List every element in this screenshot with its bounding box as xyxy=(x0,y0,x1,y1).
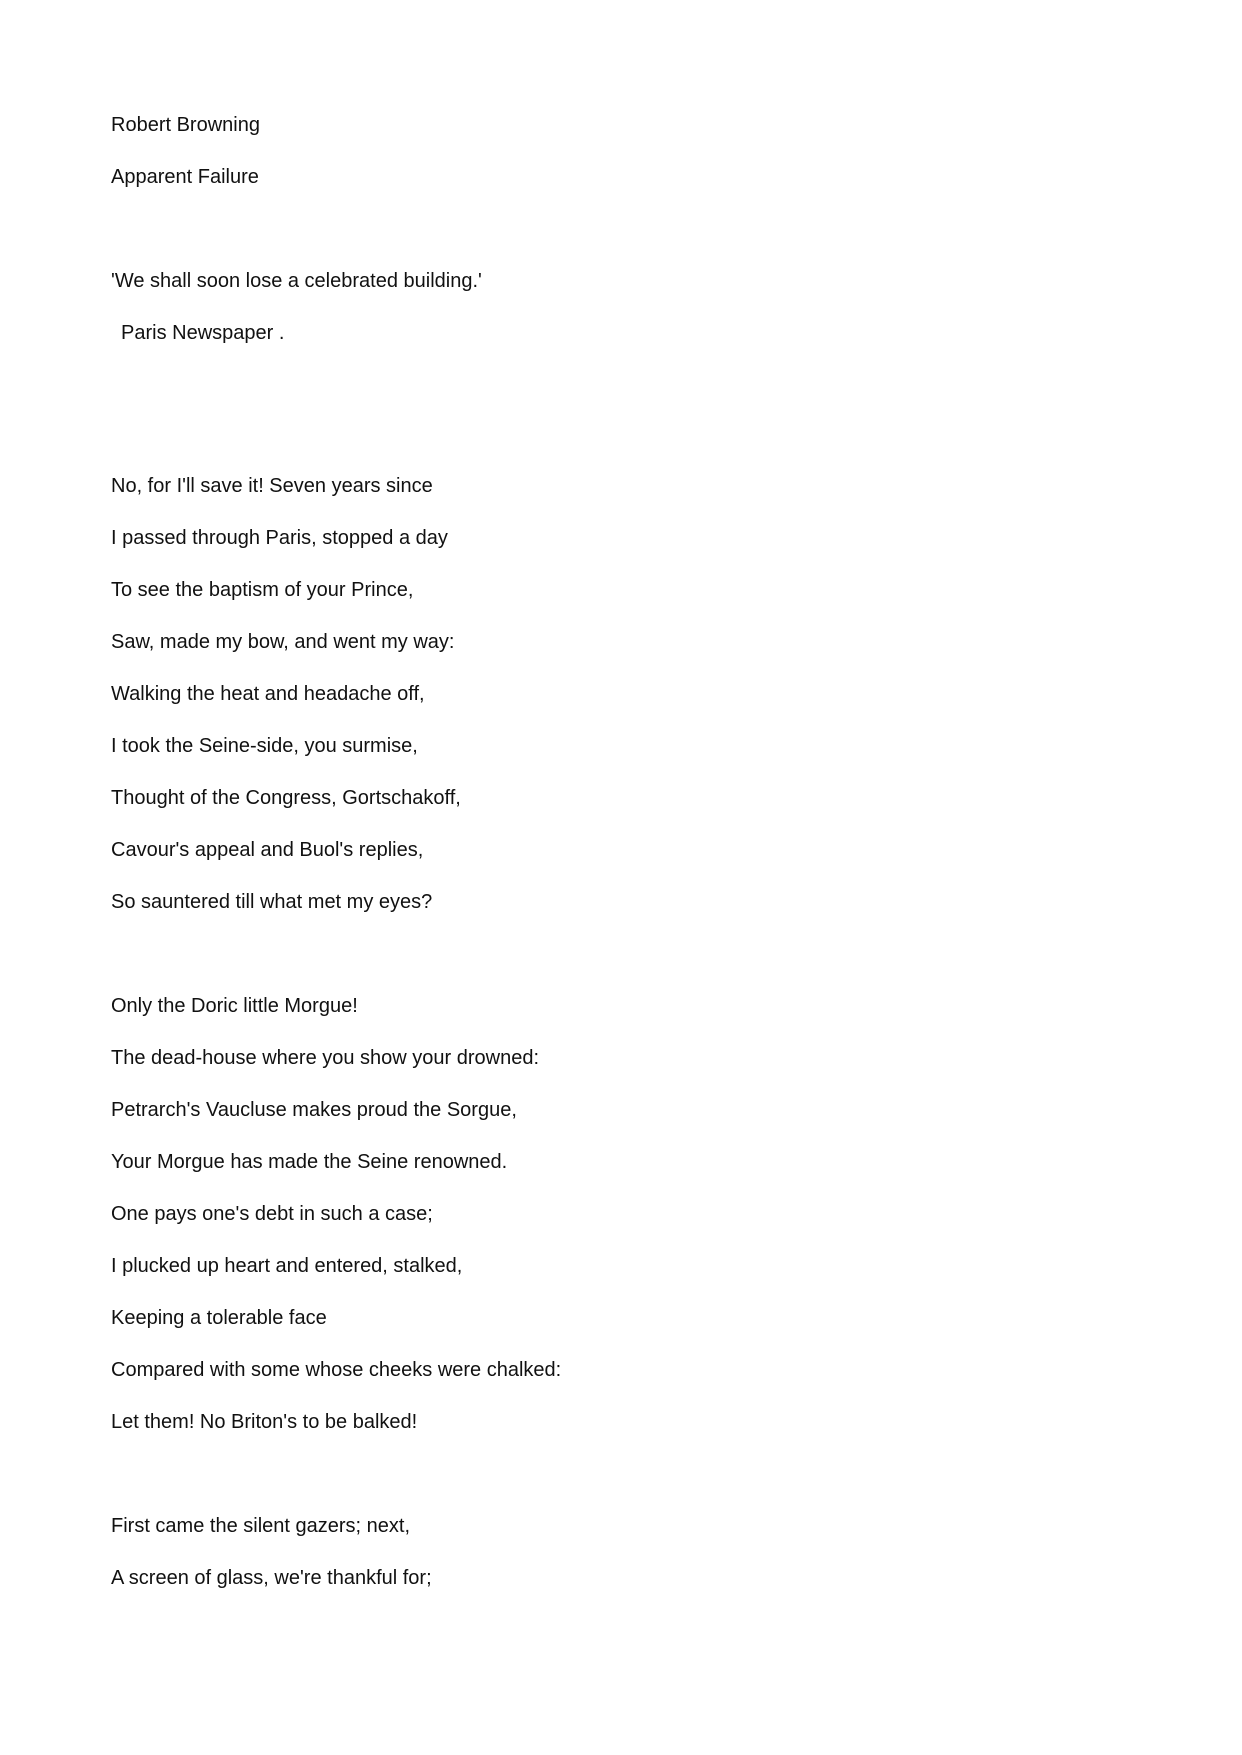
stanza-3-line-1: First came the silent gazers; next, xyxy=(111,1515,411,1537)
stanza-1-line-6: I took the Seine-side, you surmise, xyxy=(111,735,418,757)
stanza-2-line-8: Compared with some whose cheeks were chalked: xyxy=(111,1359,562,1381)
stanza-1-line-8: Cavour's appeal and Buol's replies, xyxy=(111,839,424,861)
stanza-2-line-1: Only the Doric little Morgue! xyxy=(111,995,358,1017)
stanza-2-line-4: Your Morgue has made the Seine renowned. xyxy=(111,1151,508,1173)
stanza-1-line-9: So sauntered till what met my eyes? xyxy=(111,891,433,913)
stanza-1-line-5: Walking the heat and headache off, xyxy=(111,683,425,705)
stanza-2-line-9: Let them! No Briton's to be balked! xyxy=(111,1411,418,1433)
stanza-1-line-2: I passed through Paris, stopped a day xyxy=(111,527,448,549)
author-name: Robert Browning xyxy=(111,114,260,136)
stanza-1-line-1: No, for I'll save it! Seven years since xyxy=(111,475,433,497)
stanza-2-line-3: Petrarch's Vaucluse makes proud the Sorgue, xyxy=(111,1099,517,1121)
stanza-1-line-4: Saw, made my bow, and went my way: xyxy=(111,631,455,653)
stanza-2-line-2: The dead-house where you show your drowned: xyxy=(111,1047,540,1069)
stanza-2-line-5: One pays one's debt in such a case; xyxy=(111,1203,433,1225)
stanza-2-line-6: I plucked up heart and entered, stalked, xyxy=(111,1255,463,1277)
stanza-1-line-3: To see the baptism of your Prince, xyxy=(111,579,414,601)
stanza-2-line-7: Keeping a tolerable face xyxy=(111,1307,327,1329)
stanza-1-line-7: Thought of the Congress, Gortschakoff, xyxy=(111,787,461,809)
stanza-3-line-2: A screen of glass, we're thankful for; xyxy=(111,1567,432,1589)
epigraph-source: Paris Newspaper . xyxy=(121,322,285,344)
poem-title: Apparent Failure xyxy=(111,166,259,188)
epigraph-quote: 'We shall soon lose a celebrated building.' xyxy=(111,270,482,292)
